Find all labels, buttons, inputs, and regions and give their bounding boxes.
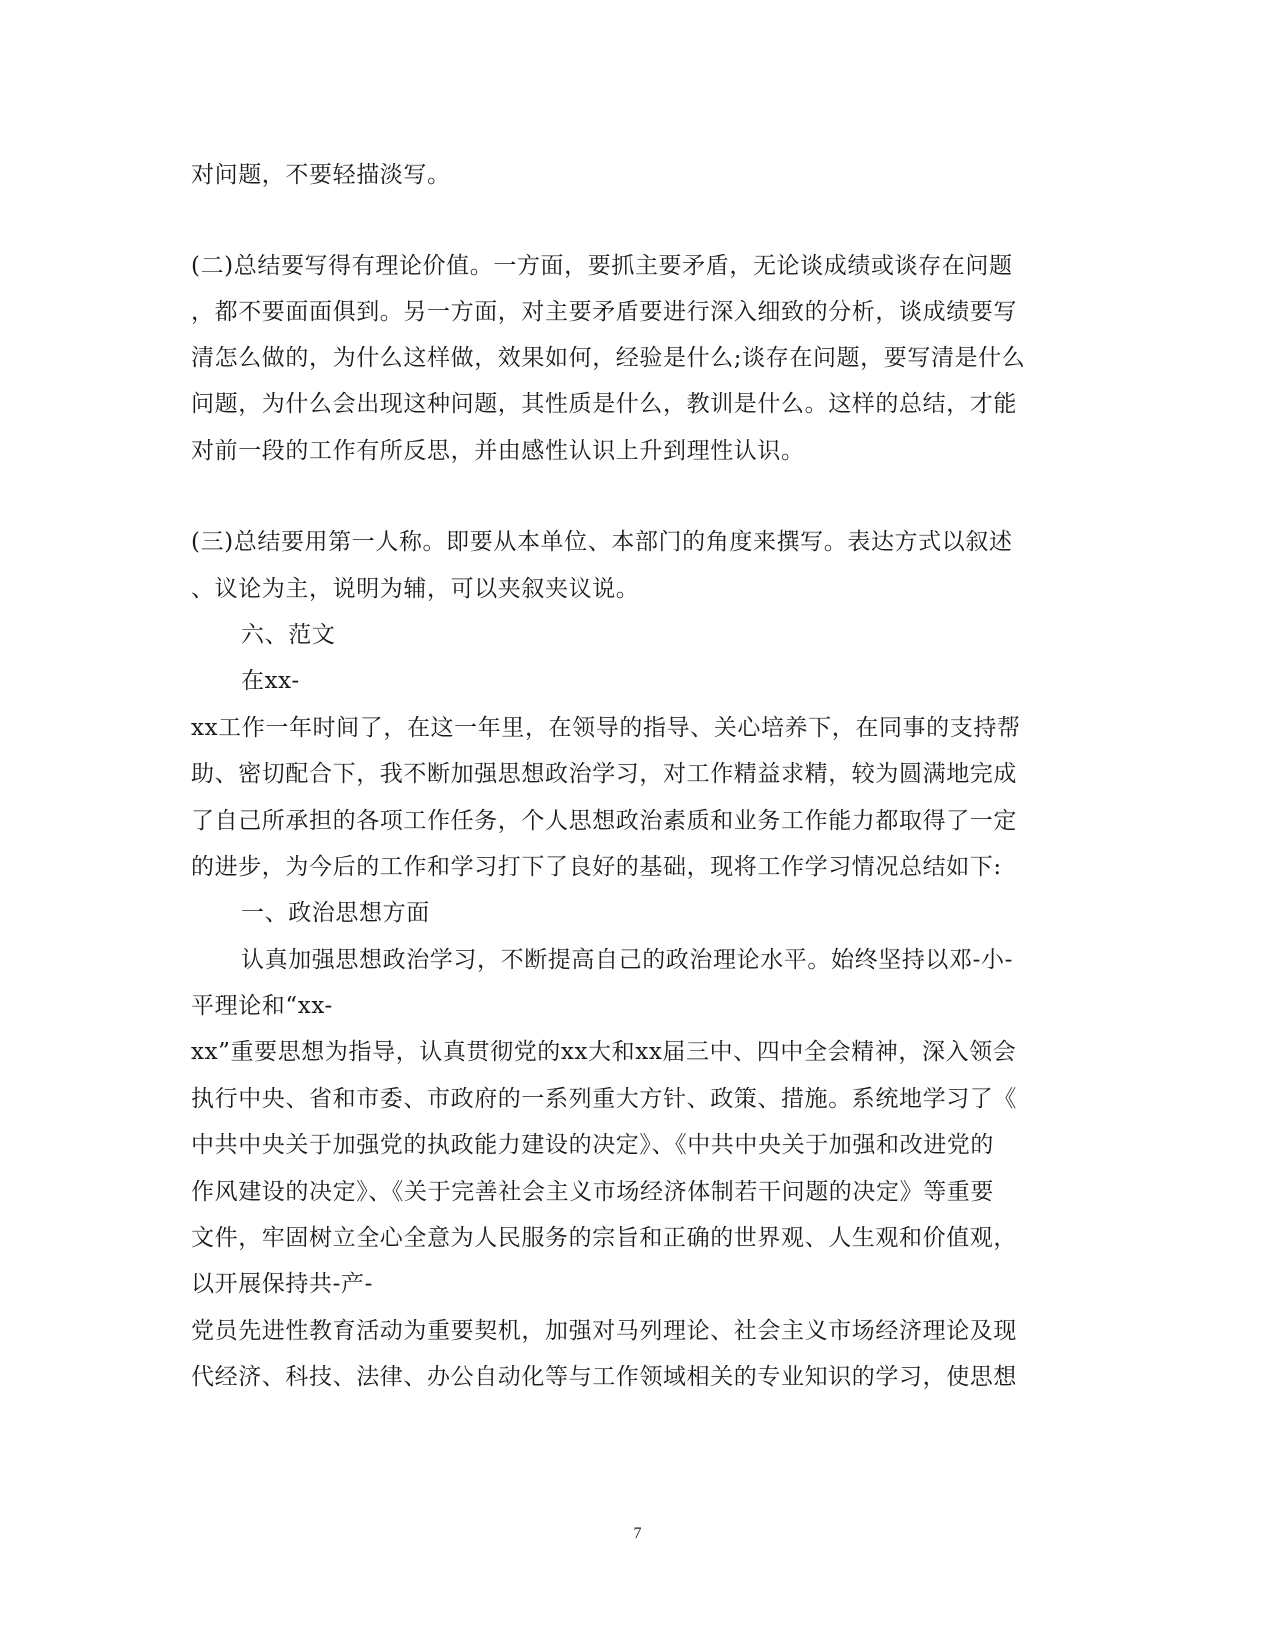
text-line: 作风建设的决定》、《关于完善社会主义市场经济体制若干问题的决定》等重要 [191,1179,994,1205]
text-line: 平理论和“xx- [191,993,333,1019]
text-line: 党员先进性教育活动为重要契机，加强对马列理论、社会主义市场经济理论及现 [191,1318,1017,1344]
text-line: 了自己所承担的各项工作任务，个人思想政治素质和业务工作能力都取得了一定 [191,808,1017,834]
text-line: 代经济、科技、法律、办公自动化等与工作领域相关的专业知识的学习，使思想 [191,1364,1017,1390]
text-line: 对前一段的工作有所反思，并由感性认识上升到理性认识。 [191,438,805,464]
text-line: 中共中央关于加强党的执政能力建设的决定》、《中共中央关于加强和改进党的 [191,1132,994,1158]
text-line: 清怎么做的，为什么这样做，效果如何，经验是什么;谈存在问题，要写清是什么 [191,345,1026,371]
text-line: 对问题，不要轻描淡写。 [191,162,451,188]
text-line: 以开展保持共-产- [191,1271,373,1297]
text-line: 认真加强思想政治学习，不断提高自己的政治理论水平。始终坚持以邓-小- [241,947,1013,973]
text-line: xx工作一年时间了，在这一年里，在领导的指导、关心培养下，在同事的支持帮 [191,715,1021,741]
page-number: 7 [633,1525,642,1542]
text-line: 问题，为什么会出现这种问题，其性质是什么，教训是什么。这样的总结，才能 [191,391,1017,417]
text-line: (三)总结要用第一人称。即要从本单位、本部门的角度来撰写。表达方式以叙述 [191,529,1013,555]
text-line: 执行中央、省和市委、市政府的一系列重大方针、政策、措施。系统地学习了《 [191,1086,1017,1112]
text-line: xx”重要思想为指导，认真贯彻党的xx大和xx届三中、四中全会精神，深入领会 [191,1039,1017,1065]
text-line: ，都不要面面俱到。另一方面，对主要矛盾要进行深入细致的分析，谈成绩要写 [191,299,1017,325]
text-line: 在xx- [241,668,300,694]
text-line: 的进步，为今后的工作和学习打下了良好的基础，现将工作学习情况总结如下: [191,854,1002,880]
text-line: 、议论为主，说明为辅，可以夹叙夹议说。 [191,576,640,602]
section-heading: 六、范文 [241,622,336,648]
text-line: (二)总结要写得有理论价值。一方面，要抓主要矛盾，无论谈成绩或谈存在问题 [191,253,1013,279]
section-heading: 一、政治思想方面 [241,900,430,926]
text-line: 文件，牢固树立全心全意为人民服务的宗旨和正确的世界观、人生观和价值观， [191,1225,1017,1251]
text-line: 助、密切配合下，我不断加强思想政治学习，对工作精益求精，较为圆满地完成 [191,761,1017,787]
